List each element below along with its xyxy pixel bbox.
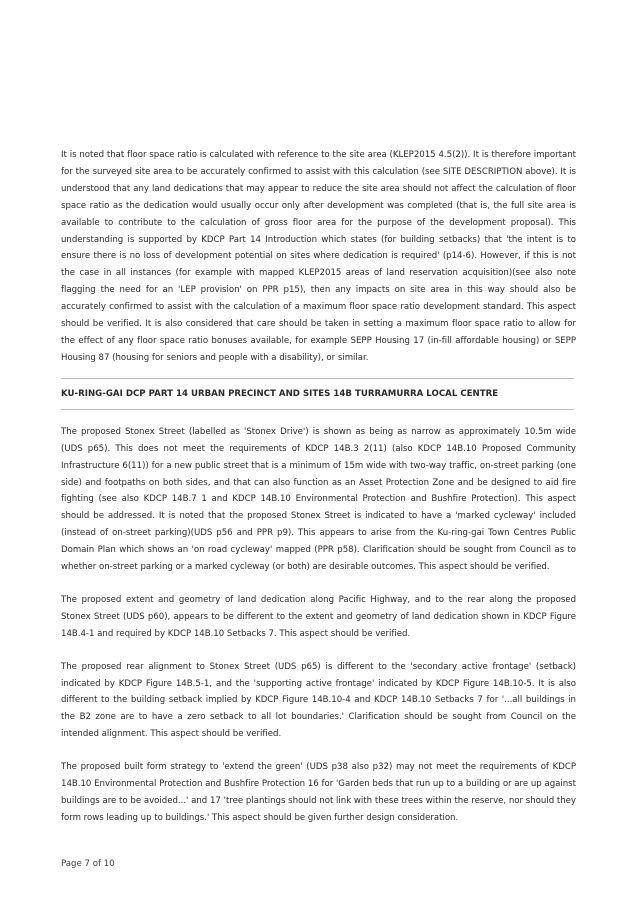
paragraph-rear-alignment: The proposed rear alignment to Stonex Street (UDS p65) is different to the 'secondary active frontage' (setback) indicated by KDCP Figure 14B.5-1, and the 'supporting active frontage' indicated by KDCP Figure 14B.10-5. It is also different to the building setback implied by KDCP Figure 14B.10-4 and KDCP 14B.10 Setbacks 7 for '...all buildings in the B2 zone are to have a zero setback to all lot boundaries.' Clarification should be sought from Council on the intended alignment. This aspect should be verified. [61,661,576,740]
section-divider-bottom [61,409,574,410]
section-heading: KU-RING-GAI DCP PART 14 URBAN PRECINCT AND SITES 14B TURRAMURRA LOCAL CENTRE [61,388,499,399]
page-number: Page 7 of 10 [61,859,115,869]
paragraph-land-dedication: The proposed extent and geometry of land dedication along Pacific Highway, and to the rear along the proposed Stonex Street (UDS p60), appears to be different to the extent and geometry of land dedication shown in KDCP Figure 14B.4-1 and required by KDCP 14B.10 Setbacks 7. This aspect should be verified. [61,594,576,639]
document-body [61,147,576,827]
paragraph-stonex-street: The proposed Stonex Street (labelled as 'Stonex Drive') is shown as being as narrow as approximately 10.5m wide (UDS p65). This does not meet the requirements of KDCP 14B.3 2(11) (also KDCP 14B.10 Proposed Community Infrastructure 6(11)) for a new public street that is a minimum of 15m wide with two-way traffic, on-street parking (one side) and footpaths on both sides, and that can also function as an Asset Protection Zone and be designed to aid fire fighting (see also KDCP 14B.7 1 and KDCP 14B.10 Environmental Protection and Bushfire Protection). This aspect should be addressed. It is noted that the proposed Stonex Street is indicated to have a 'marked cycleway' included (instead of on-street parking)(UDS p56 and PPR p9). This appears to arise from the Ku-ring-gai Town Centres Public Domain Plan which shows an 'on road cycleway' mapped (PPR p58). Clarification should be sought from Council as to whether on-street parking or a marked cycleway (or both) are desirable outcomes. This aspect should be verified. [61,426,576,573]
paragraph-built-form: The proposed built form strategy to 'extend the green' (UDS p38 also p32) may not meet the requirements of KDCP 14B.10 Environmental Protection and Bushfire Protection 16 for 'Garden beds that run up to a building or are up against buildings are to be avoided...' and 17 'tree plantings should not link with these trees within the reserve, nor should they form rows leading up to buildings.' This aspect should be given further design consideration. [61,762,576,823]
paragraph-floor-space-ratio: It is noted that floor space ratio is calculated with reference to the site area (KLEP2015 4.5(2)). It is therefore important for the surveyed site area to be accurately confirmed to assist with this calculation (see SITE DESCRIPTION above). It is understood that any land dedications that may appear to reduce the site area should not affect the calculation of floor space ratio as the dedication would usually occur only after development was completed (that is, the full site area is available to contribute to the calculation of gross floor area for the purpose of the development proposal). This understanding is supported by KDCP Part 14 Introduction which states (for building setbacks) that 'the intent is to ensure there is no loss of development potential on sites where dedication is required' (p14-6). However, if this is not the case in all instances (for example with mapped KLEP2015 areas of land reservation acquisition)(see also note flagging the need for an 'LEP provision' on PPR p15), then any impacts on site area in this way should also be accurately confirmed to assist with the calculation of a maximum floor space ratio development standard. This aspect should be verified. It is also considered that care should be taken in setting a maximum floor space ratio to allow for the effect of any floor space ratio bonuses available, for example SEPP Housing 17 (in-fill affordable housing) or SEPP Housing 87 (housing for seniors and people with a disability), or similar. [61,150,576,363]
